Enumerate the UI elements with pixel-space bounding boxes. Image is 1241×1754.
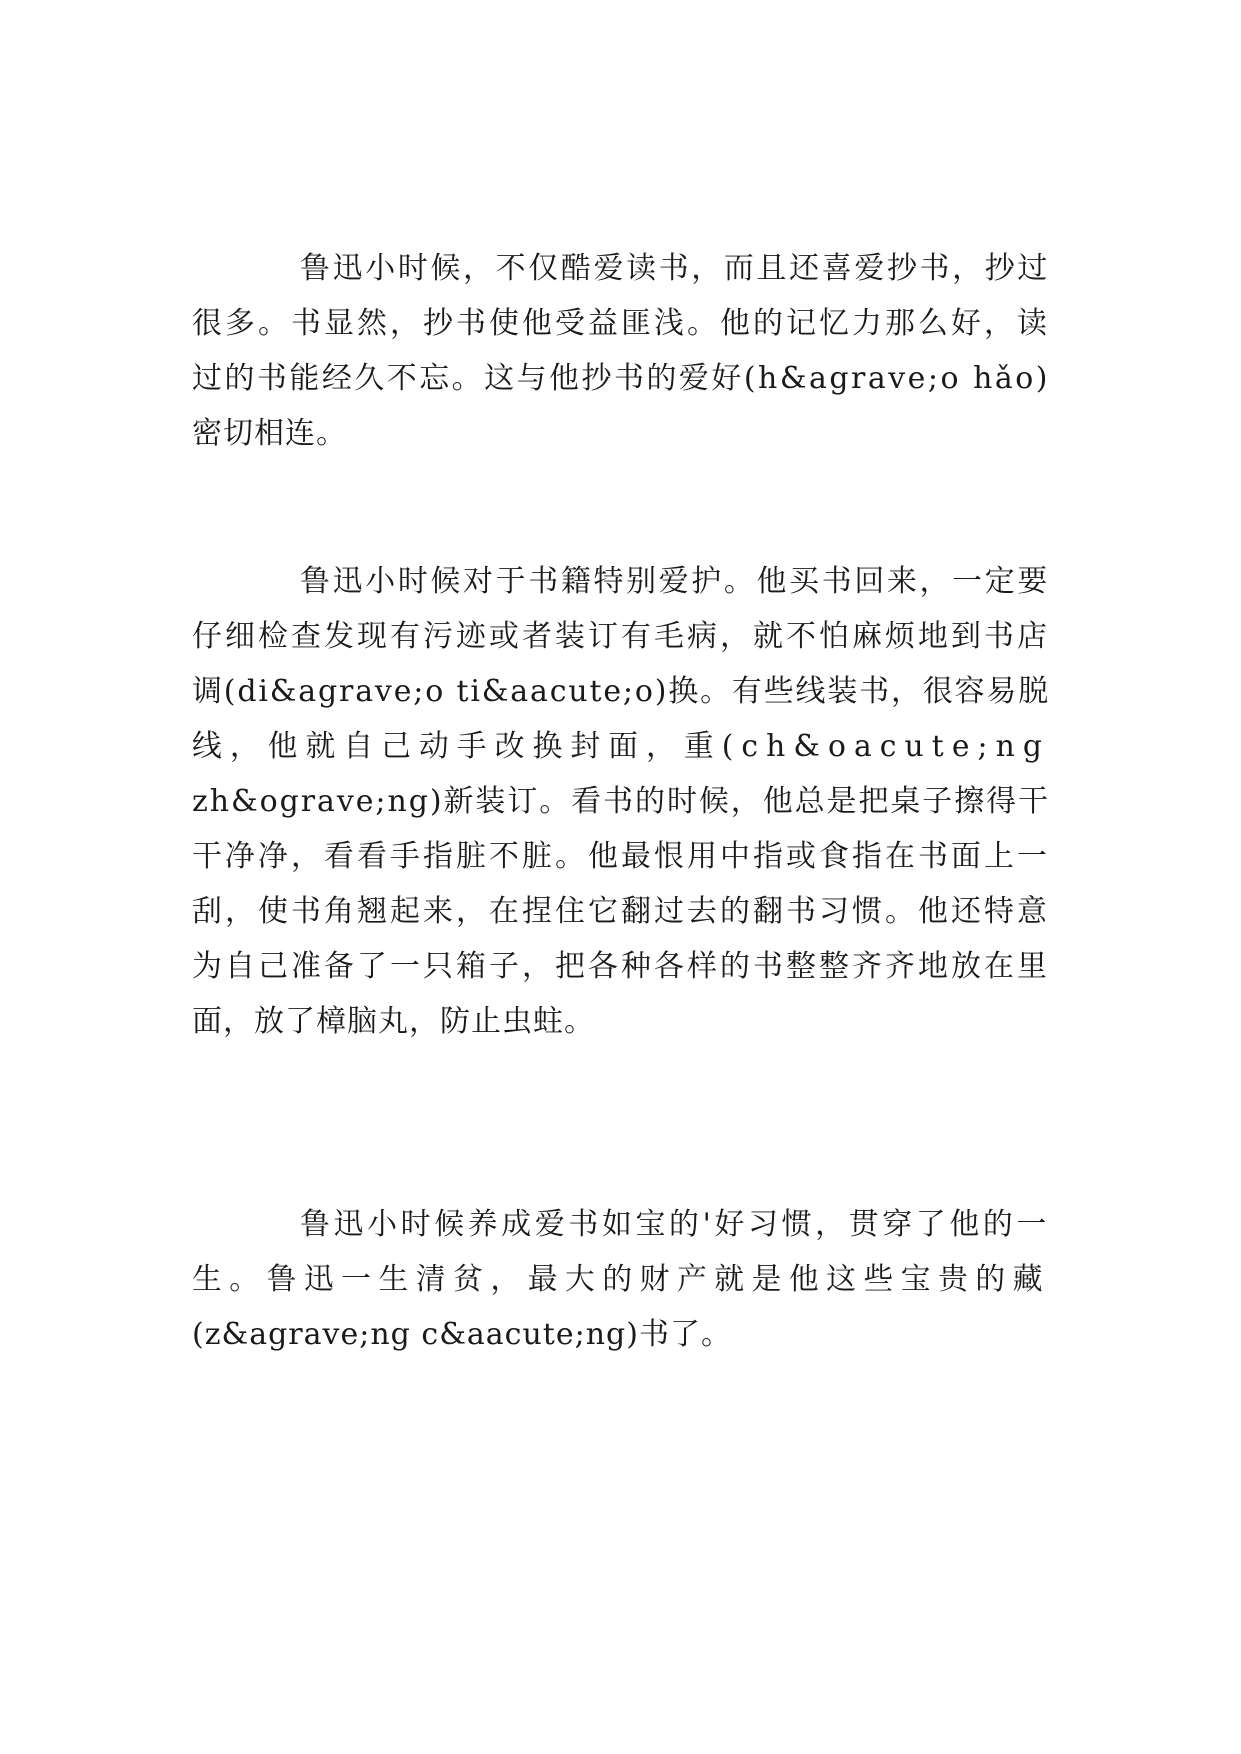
paragraph-line: 鲁迅小时候，不仅酷爱读书，而且还喜爱抄书，抄过 [300, 251, 1050, 286]
paragraph-line: 为自己准备了一只箱子，把各种各样的书整整齐齐地放在里 [192, 949, 1050, 984]
paragraph-line: 鲁迅小时候对于书籍特别爱护。他买书回来，一定要 [300, 564, 1050, 599]
paragraph-line: 鲁迅小时候养成爱书如宝的'好习惯，贯穿了他的一 [300, 1207, 1050, 1242]
paragraph-line: 仔细检查发现有污迹或者装订有毛病，就不怕麻烦地到书店 [192, 619, 1050, 654]
paragraph-line: 很多。书显然，抄书使他受益匪浅。他的记忆力那么好，读 [192, 306, 1050, 341]
paragraph-line: (z&agrave;ng c&aacute;ng)书了。 [192, 1317, 732, 1352]
paragraph-line: 密切相连。 [192, 416, 347, 451]
paragraph-line: zh&ograve;ng)新装订。看书的时候，他总是把桌子擦得干 [192, 784, 1050, 819]
paragraph-line: 刮，使书角翘起来，在捏住它翻过去的翻书习惯。他还特意 [192, 894, 1050, 929]
paragraph-line: 生。鲁迅一生清贫，最大的财产就是他这些宝贵的藏 [192, 1262, 1050, 1297]
paragraph-line: 面，放了樟脑丸，防止虫蛀。 [192, 1004, 595, 1039]
paragraph-line: 过的书能经久不忘。这与他抄书的爱好(h&agrave;o hǎo) [192, 361, 1050, 396]
paragraph-line: 线，他就自己动手改换封面，重(ch&oacute;ng [192, 729, 1050, 764]
paragraph-line: 调(di&agrave;o ti&aacute;o)换。有些线装书，很容易脱 [192, 674, 1050, 709]
paragraph-line: 干净净，看看手指脏不脏。他最恨用中指或食指在书面上一 [192, 839, 1050, 874]
